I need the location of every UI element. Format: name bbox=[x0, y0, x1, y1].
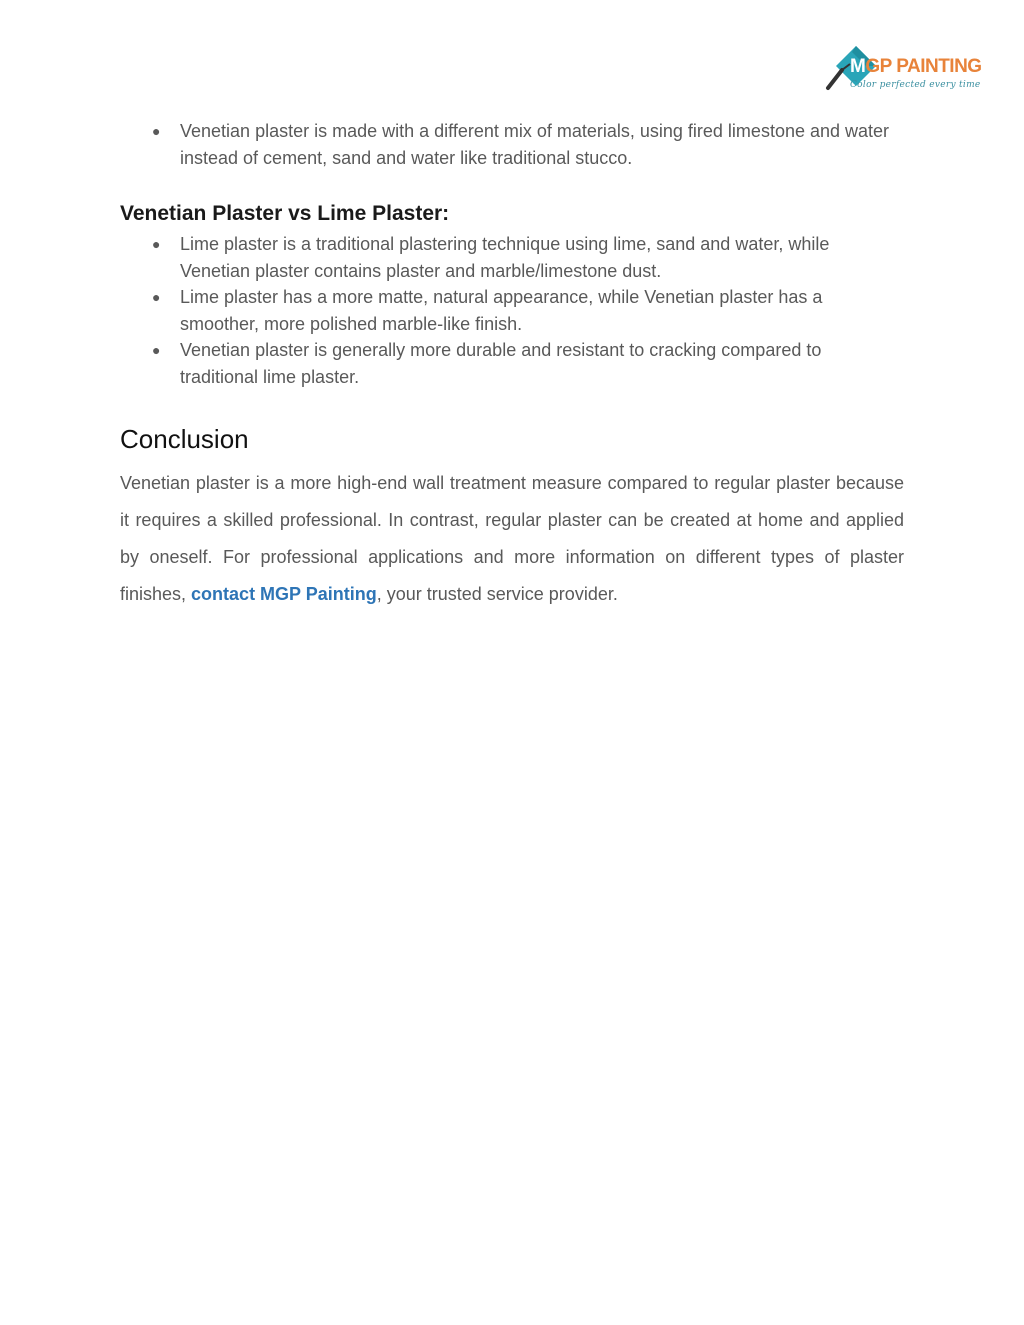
conclusion-text-end: , your trusted service provider. bbox=[376, 584, 618, 604]
list-item bbox=[120, 118, 904, 171]
logo-tagline: Color perfected every time bbox=[850, 80, 981, 90]
conclusion-text: Venetian plaster is a more high-end wall treatment measure compared to regular plaster because it requires a skilled professional. In contrast, regular plaster can be created at home and applied by oneself. For professional applications and more information on different types of plaster finishes, bbox=[120, 473, 904, 604]
list-item bbox=[120, 231, 904, 284]
bullet-icon: ● bbox=[152, 236, 161, 252]
conclusion-paragraph bbox=[120, 465, 904, 613]
logo-brand: GP PAINTING bbox=[865, 56, 982, 77]
conclusion-heading: Conclusion bbox=[120, 424, 249, 454]
top-bullet-list bbox=[120, 118, 904, 171]
logo-wordmark bbox=[850, 56, 982, 78]
list-item bbox=[120, 284, 904, 337]
list-item-text: Lime plaster is a traditional plastering technique using lime, sand and water, while Venetian plaster contains plaster and marble/limestone dust. bbox=[180, 234, 830, 281]
list-item-text: Lime plaster has a more matte, natural appearance, while Venetian plaster has a smoother, more polished marble-like finish. bbox=[180, 287, 823, 334]
list-item-text: Venetian plaster is made with a different mix of materials, using fired limestone and water instead of cement, sand and water like traditional stucco. bbox=[180, 121, 890, 168]
contact-mgp-painting-link[interactable]: contact MGP Painting bbox=[191, 584, 377, 604]
bullet-icon: ● bbox=[152, 342, 161, 358]
bullet-icon: ● bbox=[152, 123, 161, 139]
mgp-painting-logo bbox=[822, 44, 984, 98]
document-content bbox=[120, 118, 904, 613]
logo-m: M bbox=[850, 56, 866, 77]
bullet-icon: ● bbox=[152, 289, 161, 305]
list-item bbox=[120, 337, 904, 390]
lime-plaster-bullet-list bbox=[120, 231, 904, 390]
list-item-text: Venetian plaster is generally more durable and resistant to cracking compared to traditional lime plaster. bbox=[180, 340, 822, 387]
section-heading-lime-plaster: Venetian Plaster vs Lime Plaster: bbox=[120, 202, 450, 225]
